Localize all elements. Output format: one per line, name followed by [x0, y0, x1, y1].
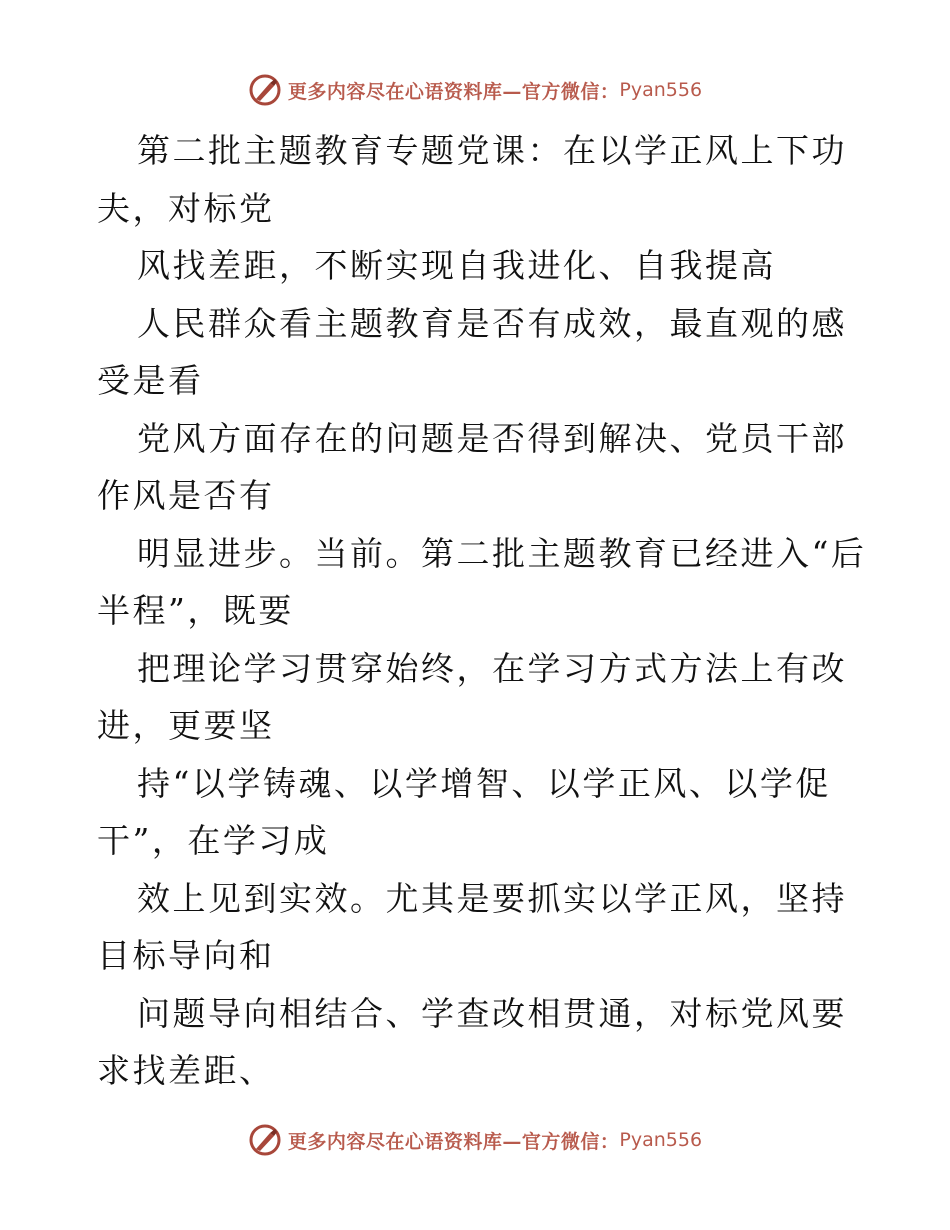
paragraph: 党风方面存在的问题是否得到解决、党员干部作风是否有	[97, 418, 847, 515]
paragraph: 人民群众看主题教育是否有成效，最直观的感受是看	[97, 303, 847, 400]
paragraph: 效上见到实效。尤其是要抓实以学正风，坚持目标导向和	[97, 878, 847, 975]
pen-logo-icon	[248, 73, 282, 107]
paragraph: 明显进步。当前。第二批主题教育已经进入“后半程”，既要	[97, 533, 867, 630]
paragraph: 持“以学铸魂、以学增智、以学正风、以学促干”，在学习成	[97, 763, 831, 860]
paragraph: 第二批主题教育专题党课：在以学正风上下功夫，对标党	[97, 131, 847, 228]
document-body	[97, 122, 867, 1100]
watermark-wechat-id: Pyan556	[619, 79, 703, 101]
watermark-footer	[0, 1120, 950, 1160]
pen-logo-icon	[248, 1123, 282, 1157]
watermark-wechat-id: Pyan556	[619, 1129, 703, 1151]
paragraph: 风找差距，不断实现自我进化、自我提高	[137, 246, 776, 285]
watermark-text: 更多内容尽在心语资料库—官方微信：	[287, 1130, 620, 1153]
paragraph: 问题导向相结合、学查改相贯通，对标党风要求找差距、	[97, 993, 847, 1090]
watermark-text: 更多内容尽在心语资料库—官方微信：	[287, 80, 620, 103]
watermark-header	[0, 70, 950, 110]
paragraph: 把理论学习贯穿始终，在学习方式方法上有改进，更要坚	[97, 648, 847, 745]
